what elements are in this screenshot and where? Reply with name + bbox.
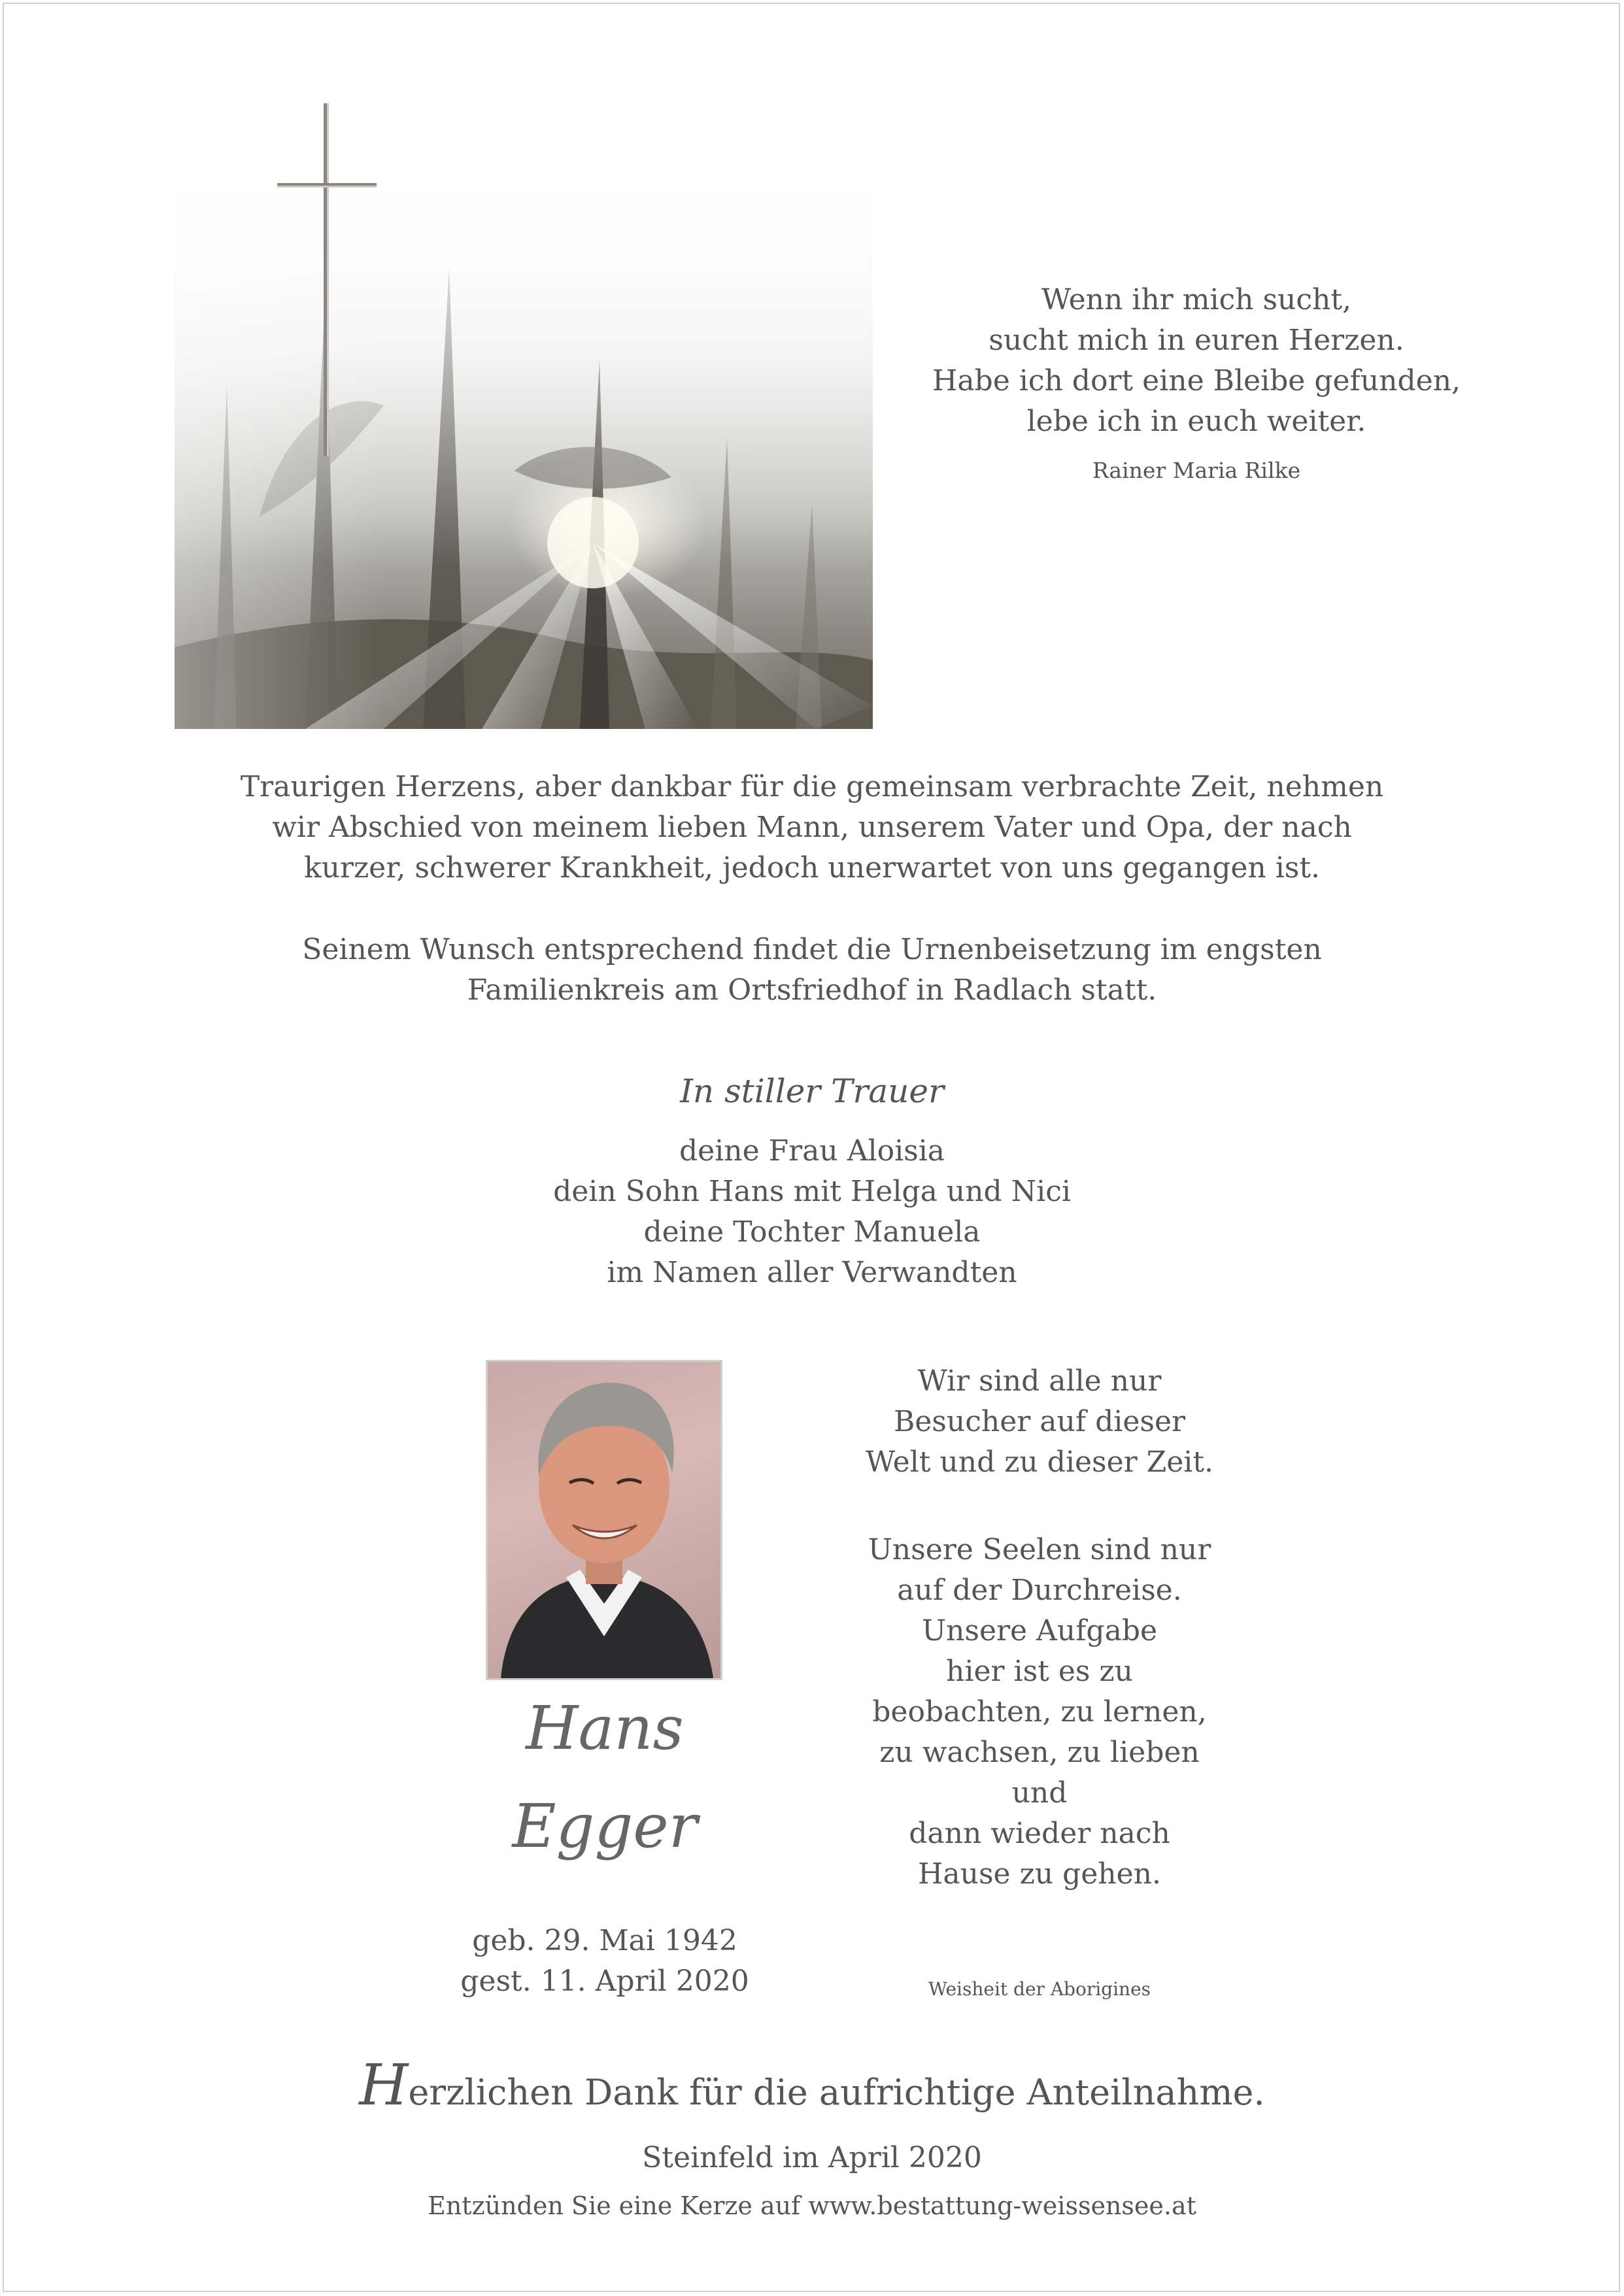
- poem-line: zu wachsen, zu lieben: [879, 1736, 1200, 1769]
- mourning-title: In stiller Trauer: [680, 1072, 944, 1110]
- poem-right-author: Weisheit der Aborigines: [928, 1978, 1151, 2000]
- life-dates: [405, 1921, 804, 2002]
- mourners-list: [196, 1131, 1428, 1293]
- poem-line: Wir sind alle nur: [917, 1364, 1162, 1398]
- poem-line: Welt und zu dieser Zeit.: [865, 1445, 1214, 1479]
- death-date: gest. 11. April 2020: [460, 1965, 749, 1998]
- poem-line: Wenn ihr mich sucht,: [1041, 283, 1352, 316]
- poem-line: beobachten, zu lernen,: [872, 1695, 1207, 1729]
- place-date: Steinfeld im April 2020: [642, 2141, 982, 2174]
- poem-line: Besucher auf dieser: [893, 1405, 1186, 1438]
- burial-line: Seinem Wunsch entsprechend findet die Urnenbeisetzung im engsten: [302, 933, 1322, 966]
- poem-line: lebe ich in euch weiter.: [1026, 405, 1366, 438]
- intro-line: Traurigen Herzens, aber dankbar für die gemeinsam verbrachte Zeit, nehmen: [240, 770, 1384, 803]
- thanks-line: [196, 2053, 1428, 2118]
- poem-line: dann wieder nach: [909, 1817, 1170, 1850]
- portrait-figure: [488, 1362, 720, 1678]
- poem-line: sucht mich in euren Herzen.: [989, 324, 1404, 357]
- deceased-portrait: [486, 1360, 722, 1680]
- burial-paragraph: [196, 930, 1428, 1011]
- mourner: deine Tochter Manuela: [643, 1215, 981, 1249]
- poem-line: und: [1011, 1776, 1068, 1810]
- intro-paragraph: [196, 767, 1428, 888]
- intro-line: wir Abschied von meinem lieben Mann, unserem Vater und Opa, der nach: [272, 811, 1352, 844]
- mourner: deine Frau Aloisia: [679, 1134, 945, 1168]
- poem-line: [817, 1483, 1262, 1530]
- poem-line: hier ist es zu: [946, 1655, 1133, 1688]
- poem-line: Unsere Aufgabe: [921, 1614, 1158, 1647]
- burial-line: Familienkreis am Ortsfriedhof in Radlach statt.: [467, 973, 1157, 1007]
- thanks-text: erzlichen Dank für die aufrichtige Anteilnahme.: [408, 2072, 1265, 2113]
- thanks-initial: H: [359, 2053, 409, 2118]
- intro-line: kurzer, schwerer Krankheit, jedoch unerwartet von uns gegangen ist.: [303, 851, 1321, 885]
- poem-line: Habe ich dort eine Bleibe gefunden,: [932, 364, 1461, 397]
- rilke-poem: [928, 280, 1464, 442]
- poem-author: Rainer Maria Rilke: [1092, 458, 1301, 483]
- first-name: Hans: [526, 1693, 684, 1763]
- poem-line: Unsere Seelen sind nur: [868, 1533, 1211, 1566]
- poem-line: Hause zu gehen.: [918, 1857, 1161, 1891]
- mourner: dein Sohn Hans mit Helga und Nici: [553, 1175, 1071, 1208]
- candle-link-text: Entzünden Sie eine Kerze auf www.bestattung-weissensee.at: [428, 2191, 1196, 2220]
- last-name: Egger: [512, 1791, 698, 1861]
- mourner: im Namen aller Verwandten: [607, 1256, 1017, 1289]
- birth-date: geb. 29. Mai 1942: [472, 1924, 737, 1957]
- aborigines-poem: [817, 1361, 1262, 1895]
- cross-icon: [275, 103, 379, 456]
- poem-line: auf der Durchreise.: [897, 1574, 1182, 1607]
